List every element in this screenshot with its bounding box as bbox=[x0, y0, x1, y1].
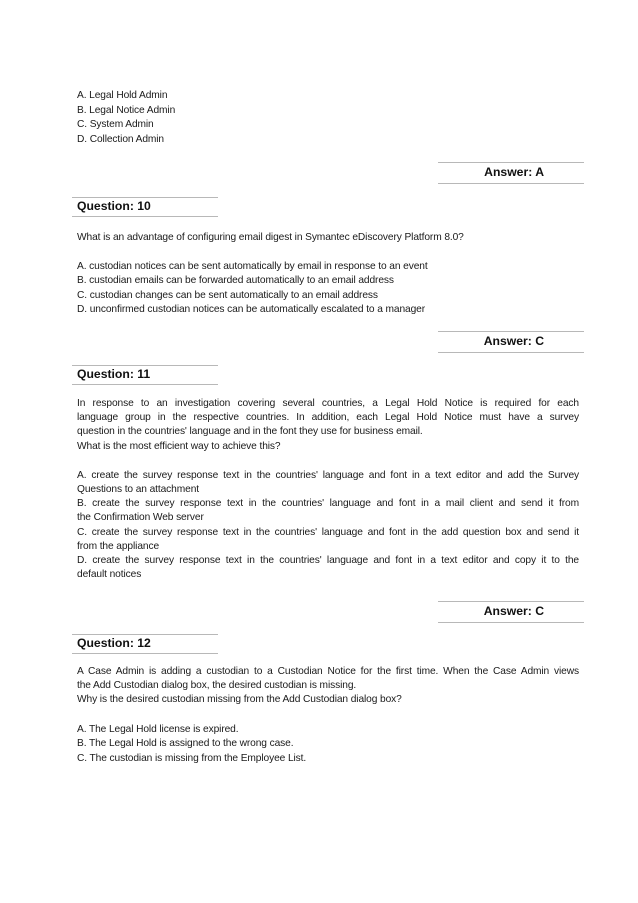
answer-label: Answer: C bbox=[483, 604, 544, 618]
option-text-line: Questions to an attachment bbox=[77, 484, 199, 496]
option-text-line: the Confirmation Web server bbox=[77, 512, 204, 524]
option-text: B. The Legal Hold is assigned to the wrong case. bbox=[77, 738, 294, 749]
option-text-line: B. create the survey response text in the countries' language and font in a mail client and send it from bbox=[77, 498, 579, 509]
option-c bbox=[77, 526, 579, 554]
option-text: D. Collection Admin bbox=[77, 134, 164, 145]
option-text: C. The custodian is missing from the Employee List. bbox=[77, 753, 307, 764]
option-text: C. custodian changes can be sent automatically to an email address bbox=[77, 290, 378, 301]
answer-box bbox=[438, 331, 584, 353]
question-title: Question: 10 bbox=[77, 199, 151, 213]
question-text-line: A Case Admin is adding a custodian to a Custodian Notice for the first time. When the Case Admin views bbox=[77, 666, 579, 677]
question-header bbox=[72, 197, 218, 217]
option-text-line: C. create the survey response text in the countries' language and font in the add question box and send it bbox=[77, 527, 579, 538]
question-text-line: In response to an investigation covering several countries, a Legal Hold Notice is required for each bbox=[77, 398, 579, 409]
answer-label: Answer: C bbox=[483, 334, 544, 348]
answer-box bbox=[438, 162, 584, 184]
option-a bbox=[77, 469, 579, 497]
option-text: A. The Legal Hold license is expired. bbox=[77, 724, 239, 735]
question-title: Question: 12 bbox=[77, 636, 151, 650]
option-text: A. custodian notices can be sent automatically by email in response to an event bbox=[77, 261, 428, 272]
option-d bbox=[77, 554, 579, 582]
question-text: What is an advantage of configuring email digest in Symantec eDiscovery Platform 8.0? bbox=[77, 232, 464, 243]
option-text-line: A. create the survey response text in the countries' language and font in a text editor and add the Survey bbox=[77, 470, 579, 481]
option-text-line: from the appliance bbox=[77, 541, 160, 553]
question-text-line: the Add Custodian dialog box, the desired custodian is missing. bbox=[77, 680, 357, 692]
question-header bbox=[72, 365, 218, 385]
question-text bbox=[77, 665, 579, 708]
answer-box bbox=[438, 601, 584, 623]
option-text: D. unconfirmed custodian notices can be automatically escalated to a manager bbox=[77, 304, 426, 315]
question-header bbox=[72, 634, 218, 654]
question-text-line: What is the most efficient way to achieve this? bbox=[77, 440, 281, 452]
question-title: Question: 11 bbox=[77, 367, 151, 381]
option-text-line: D. create the survey response text in the countries' language and font in a text editor and copy it to the bbox=[77, 555, 579, 566]
question-text-line: question in the countries' language and in the font they use for business email. bbox=[77, 426, 423, 438]
question-text-line: language group in the respective countries. In addition, each Legal Hold Notice must have a survey bbox=[77, 412, 579, 424]
question-text bbox=[77, 397, 579, 454]
question-text-line: Why is the desired custodian missing from the Add Custodian dialog box? bbox=[77, 694, 402, 706]
option-text: A. Legal Hold Admin bbox=[77, 90, 168, 101]
answer-label: Answer: A bbox=[484, 165, 544, 179]
option-text: B. Legal Notice Admin bbox=[77, 105, 176, 116]
option-text: C. System Admin bbox=[77, 119, 154, 130]
option-b bbox=[77, 497, 579, 525]
option-text-line: default notices bbox=[77, 569, 142, 581]
option-text: B. custodian emails can be forwarded automatically to an email address bbox=[77, 275, 394, 286]
